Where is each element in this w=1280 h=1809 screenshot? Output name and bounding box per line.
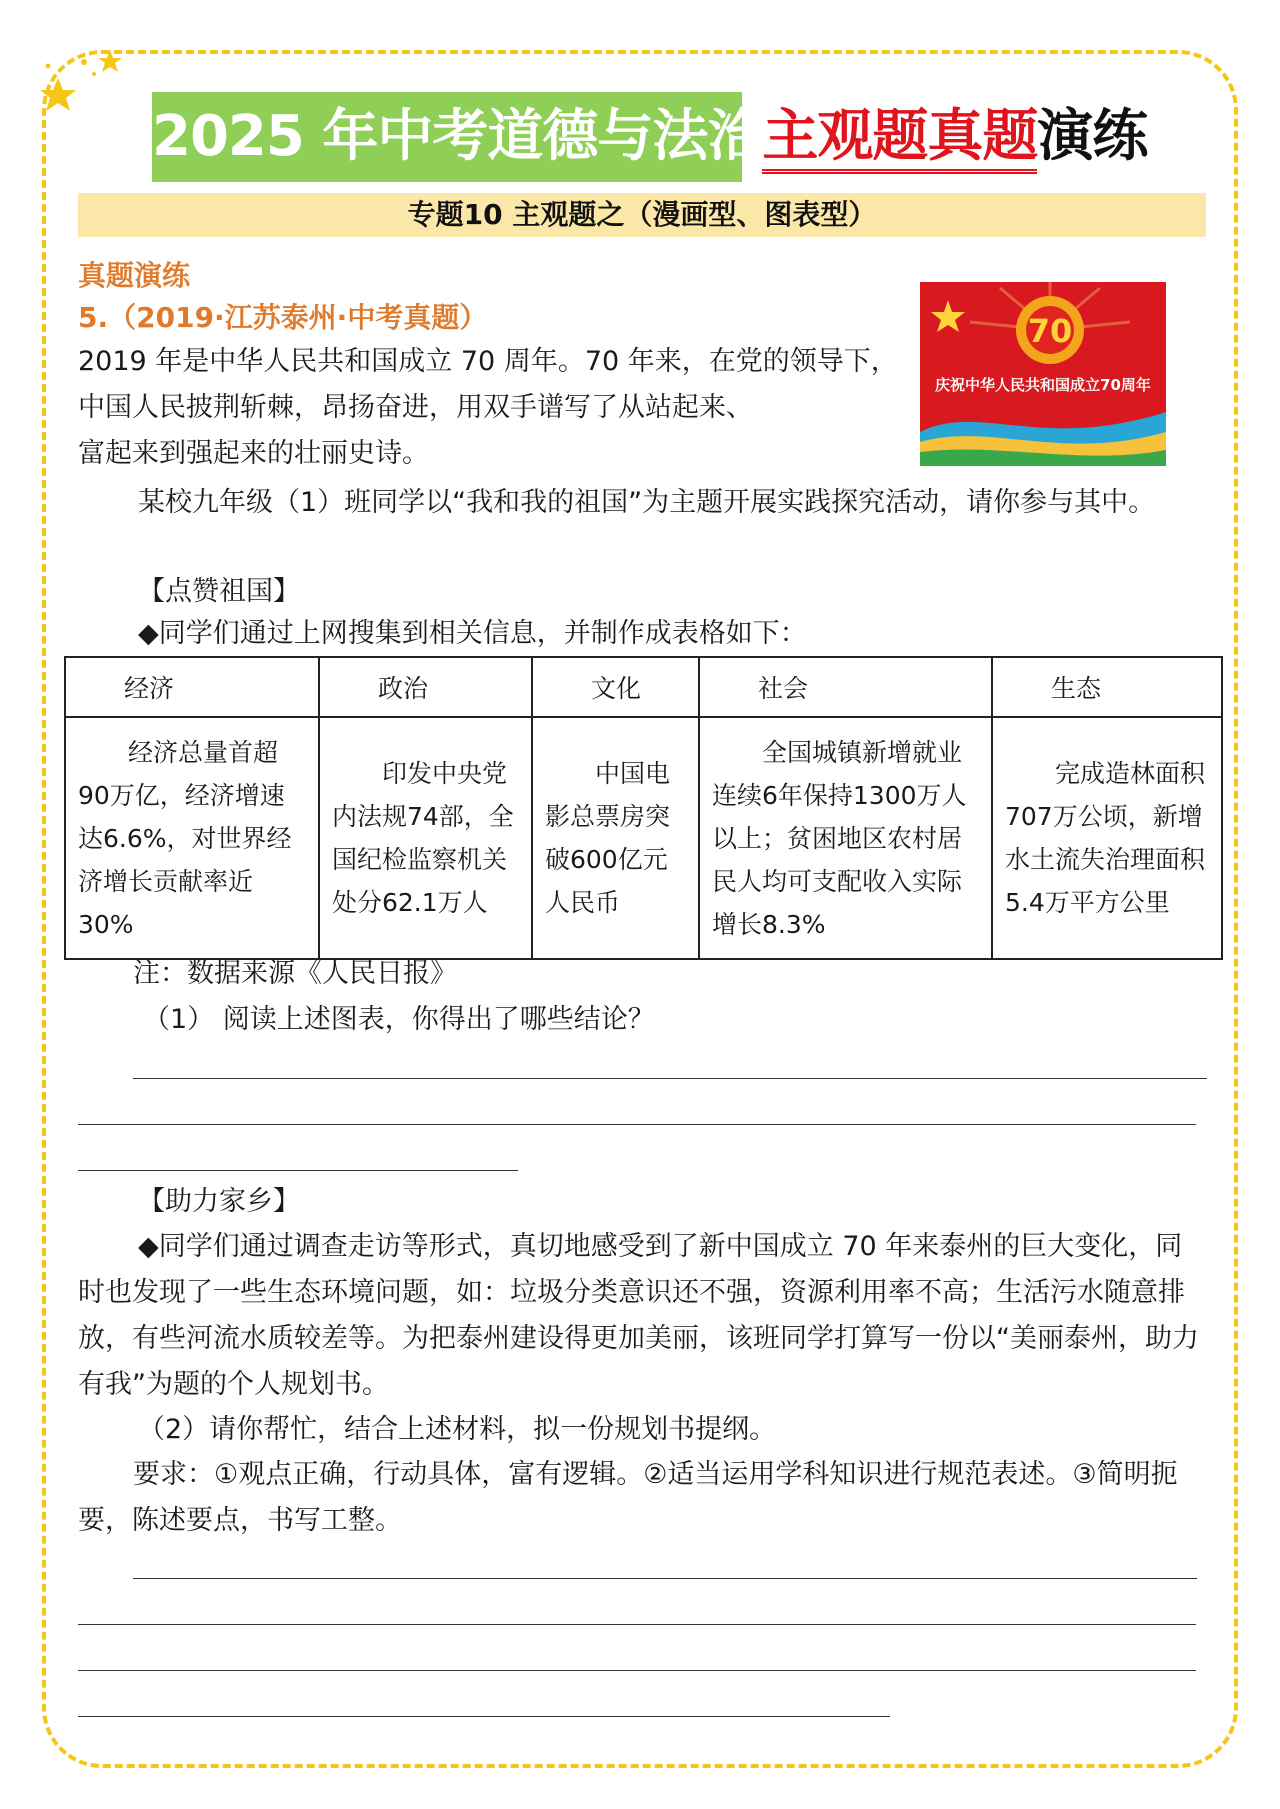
star-decoration-icon — [40, 44, 130, 124]
activity-paragraph: 某校九年级（1）班同学以“我和我的祖国”为主题开展实践探究活动，请你参与其中。 — [138, 487, 1156, 518]
data-table — [64, 656, 1223, 960]
answer-line[interactable] — [78, 1670, 1196, 1671]
part2-title: 【助力家乡】 — [138, 1186, 300, 1217]
question-2: （2）请你帮忙，结合上述材料，拟一份规划书提纲。 — [138, 1414, 777, 1445]
svg-text:70: 70 — [1027, 312, 1073, 350]
topic-banner: 专题10 主观题之（漫画型、图表型） — [78, 193, 1206, 237]
anniversary-image — [920, 282, 1166, 466]
table-header: 经济 — [65, 657, 319, 717]
table-header: 文化 — [532, 657, 699, 717]
answer-line[interactable] — [133, 1578, 1197, 1579]
table-cell: 完成造林面积707万公顷，新增水土流失治理面积5.4万平方公里 — [992, 717, 1222, 959]
table-header-row — [65, 657, 1222, 717]
title-part-3: 演练 — [1037, 104, 1148, 169]
part2-paragraph: ◆同学们通过调查走访等形式，真切地感受到了新中国成立 70 年来泰州的巨大变化，同时也发现了一些生态环境问题，如：垃圾分类意识还不强，资源利用率不高；生活污水随意排放，有些河流水质较差等。为把泰州建设得更加美丽，该班同学打算写一份以“美丽泰州，助力有我”为题的个人规划书。 — [78, 1231, 1199, 1400]
intro-line-3: 富起来到强起来的壮丽史诗。 — [78, 438, 429, 469]
answer-line[interactable] — [133, 1078, 1207, 1079]
table-cell: 印发中央党内法规74部，全国纪检监察机关处分62.1万人 — [319, 717, 532, 959]
answer-line[interactable] — [78, 1124, 1196, 1125]
page-title — [152, 92, 1152, 182]
part1-title: 【点赞祖国】 — [138, 576, 300, 607]
part1-intro: ◆同学们通过上网搜集到相关信息，并制作成表格如下： — [138, 618, 807, 649]
table-cell: 全国城镇新增就业连续6年保持1300万人以上；贫困地区农村居民人均可支配收入实际增长8.3% — [699, 717, 992, 959]
table-cell: 中国电影总票房突破600亿元人民币 — [532, 717, 699, 959]
answer-line[interactable] — [78, 1716, 890, 1717]
data-source-note: 注：数据来源《人民日报》 — [133, 958, 457, 989]
table-header: 生态 — [992, 657, 1222, 717]
intro-line-1: 2019 年是中华人民共和国成立 70 周年。70 年来，在党的领导下， — [78, 346, 898, 377]
answer-line[interactable] — [78, 1170, 518, 1171]
table-header: 社会 — [699, 657, 992, 717]
table-row — [65, 717, 1222, 959]
requirements: 要求：①观点正确，行动具体，富有逻辑。②适当运用学科知识进行规范表述。③简明扼要，陈述要点，书写工整。 — [78, 1459, 1178, 1536]
question-1: （1） 阅读上述图表，你得出了哪些结论？ — [143, 1004, 655, 1035]
intro-line-2: 中国人民披荆斩棘，昂扬奋进，用双手谱写了从站起来、 — [78, 392, 753, 423]
question-heading: 5.（2019·江苏泰州·中考真题） — [78, 301, 488, 334]
title-part-1: 2025 年中考道德与法治 — [152, 104, 763, 169]
table-cell: 经济总量首超90万亿，经济增速达6.6%，对世界经济增长贡献率近30% — [65, 717, 319, 959]
title-part-2: 主观题真题 — [762, 104, 1037, 174]
answer-line[interactable] — [78, 1624, 1196, 1625]
photo-caption: 庆祝中华人民共和国成立70周年 — [935, 376, 1151, 394]
section-heading: 真题演练 — [78, 259, 191, 292]
table-header: 政治 — [319, 657, 532, 717]
